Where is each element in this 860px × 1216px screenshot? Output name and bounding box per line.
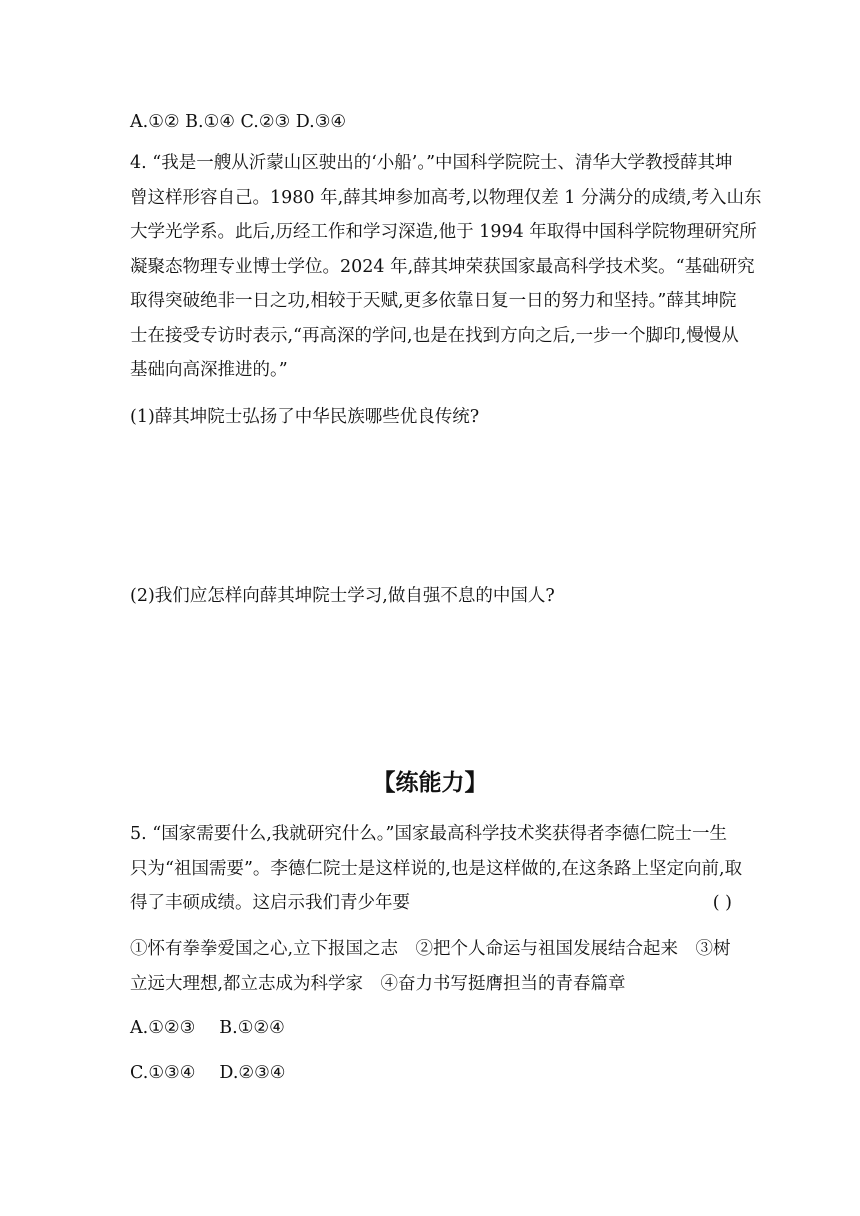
- q4-line-6: 士在接受专访时表示,“再高深的学问,也是在找到方向之后,一步一个脚印,慢慢从: [130, 325, 739, 346]
- option-b: B.①②④: [219, 1018, 285, 1038]
- question-5-stem: [130, 817, 743, 921]
- q4-line-7: 基础向高深推进的。”: [130, 360, 288, 380]
- q4-line-3: 大学光学系。此后,历经工作和学习深造,他于 1994 年取得中国科学院物理研究所: [130, 222, 757, 242]
- q5-line-1: 5. “国家需要什么,我就研究什么。”国家最高科学技术奖获得者李德仁院士一生: [130, 824, 727, 844]
- answer-bracket: ( ): [712, 893, 732, 913]
- q5-statement-line-1: ①怀有拳拳爱国之心,立下报国之志 ②把个人命运与祖国发展结合起来 ③树: [130, 939, 731, 959]
- option-a: A.①②③: [130, 1018, 196, 1038]
- q4-subquestion-1: (1)薛其坤院士弘扬了中华民族哪些优良传统?: [130, 407, 480, 427]
- q3-options: A.①② B.①④ C.②③ D.③④: [130, 112, 347, 132]
- q4-line-2: 曾这样形容自己。1980 年,薛其坤参加高考,以物理仅差 1 分满分的成绩,考入山东: [130, 187, 762, 208]
- question-4-stem: [130, 146, 762, 388]
- section-title: 【练能力】: [372, 770, 488, 796]
- q5-options-row-2: [130, 1061, 285, 1085]
- q5-options-row-1: [130, 1016, 285, 1040]
- q5-statements: [130, 932, 732, 1001]
- q4-line-1: 4. “我是一艘从沂蒙山区驶出的‘小船’。”中国科学院院士、清华大学教授薛其坤: [130, 153, 733, 173]
- option-d: D.②③④: [219, 1063, 286, 1083]
- option-c: C.①③④: [130, 1063, 196, 1083]
- q4-line-5: 取得突破绝非一日之功,相较于天赋,更多依靠日复一日的努力和坚持。”薛其坤院: [130, 291, 737, 311]
- q4-line-4: 凝聚态物理专业博士学位。2024 年,薛其坤荣获国家最高科学技术奖。“基础研究: [130, 256, 755, 277]
- q4-subquestion-2: (2)我们应怎样向薛其坤院士学习,做自强不息的中国人?: [130, 586, 555, 606]
- q5-line-2: 只为“祖国需要”。李德仁院士是这样说的,也是这样做的,在这条路上坚定向前,取: [130, 858, 743, 879]
- q5-statement-line-2: 立远大理想,都立志成为科学家 ④奋力书写挺膺担当的青春篇章: [130, 973, 626, 994]
- q5-line-3: 得了丰硕成绩。这启示我们青少年要: [130, 893, 410, 913]
